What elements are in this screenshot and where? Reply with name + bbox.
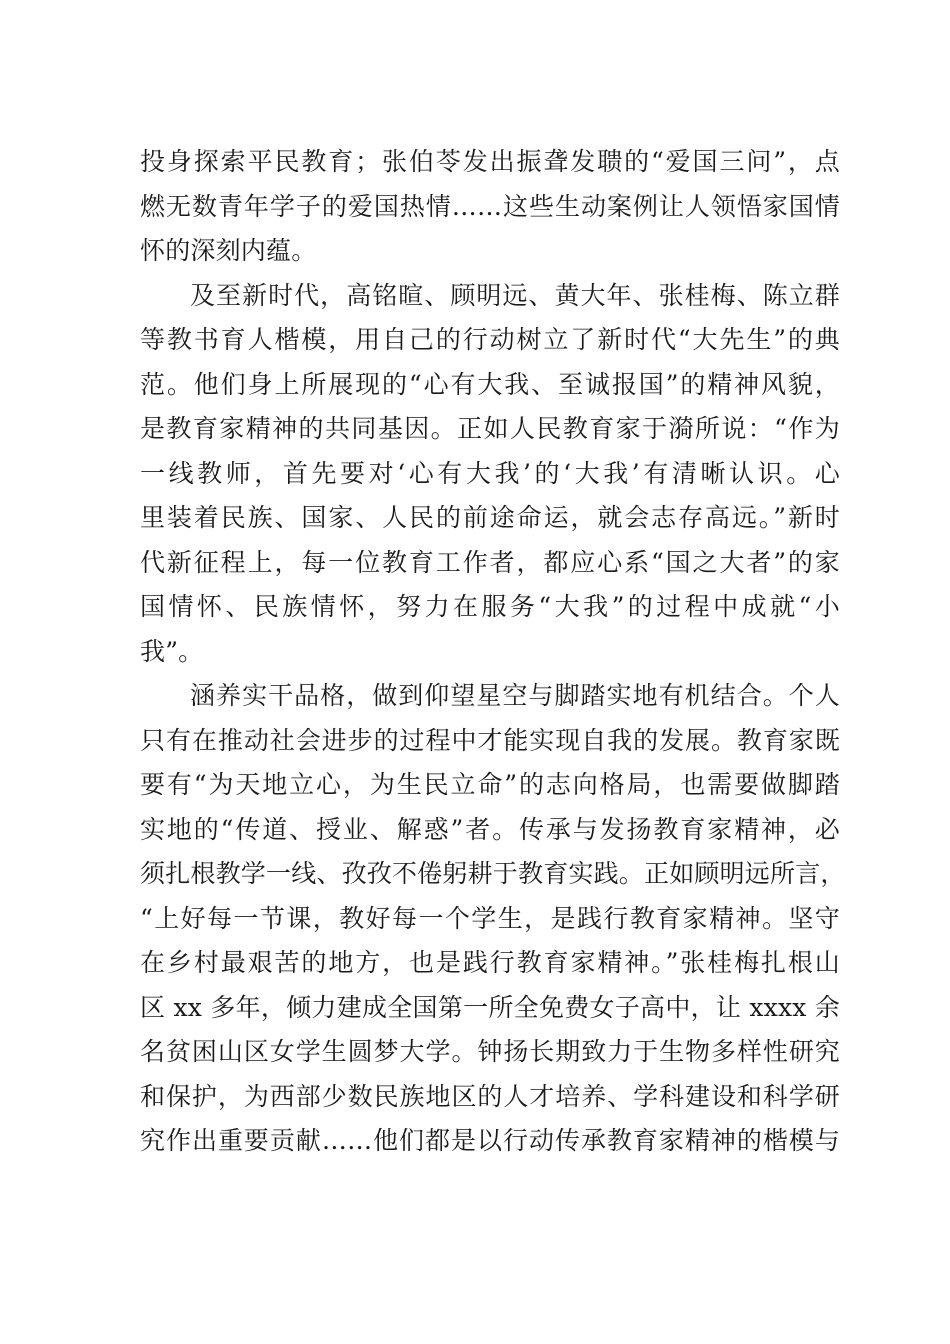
text-line: 和保护，为西部少数民族地区的人才培养、学科建设和科学研 xyxy=(140,1081,840,1111)
text-line: 燃无数青年学子的爱国热情……这些生动案例让人领悟家国情 xyxy=(140,191,840,221)
text-line: 投身探索平民教育；张伯苓发出振聋发聩的“爱国三问”，点 xyxy=(140,147,840,176)
text-line: 代新征程上，每一位教育工作者，都应心系“国之大者”的家 xyxy=(140,547,840,577)
text-line: 在乡村最艰苦的地方，也是践行教育家精神。”张桂梅扎根山 xyxy=(140,948,840,977)
text-line: 名贫困山区女学生圆梦大学。钟扬长期致力于生物多样性研究 xyxy=(140,1037,840,1066)
text-line: 范。他们身上所展现的“心有大我、至诚报国”的精神风貌， xyxy=(140,369,840,399)
text-line: 区 xx 多年，倾力建成全国第一所全免费女子高中，让 xxxx 余 xyxy=(140,992,840,1022)
text-line: “上好每一节课，教好每一个学生，是践行教育家精神。坚守 xyxy=(140,903,840,933)
text-line: 须扎根教学一线、孜孜不倦躬耕于教育实践。正如顾明远所言， xyxy=(140,859,846,888)
paragraph-start-line: 及至新时代，高铭暄、顾明远、黄大年、张桂梅、陈立群 xyxy=(190,280,840,310)
text-line: 里装着民族、国家、人民的前途命运，就会志存高远。”新时 xyxy=(140,503,840,532)
text-line: 怀的深刻内蕴。 xyxy=(140,236,317,265)
text-line: 只有在推动社会进步的过程中才能实现自我的发展。教育家既 xyxy=(140,725,840,755)
text-line: 我”。 xyxy=(140,636,204,666)
text-line: 究作出重要贡献……他们都是以行动传承教育家精神的楷模与 xyxy=(140,1126,840,1155)
text-line: 一线教师，首先要对‘心有大我’的‘大我’有清晰认识。心 xyxy=(140,458,840,488)
paragraph-start-line: 涵养实干品格，做到仰望星空与脚踏实地有机结合。个人 xyxy=(190,681,840,710)
text-line: 要有“为天地立心，为生民立命”的志向格局，也需要做脚踏 xyxy=(140,770,840,799)
body-text xyxy=(140,140,846,1164)
text-line: 等教书育人楷模，用自己的行动树立了新时代“大先生”的典 xyxy=(140,325,840,354)
text-line: 实地的“传道、授业、解惑”者。传承与发扬教育家精神，必 xyxy=(140,814,840,844)
text-line: 是教育家精神的共同基因。正如人民教育家于漪所说：“作为 xyxy=(140,414,840,443)
text-line: 国情怀、民族情怀，努力在服务“大我”的过程中成就“小 xyxy=(140,592,840,621)
